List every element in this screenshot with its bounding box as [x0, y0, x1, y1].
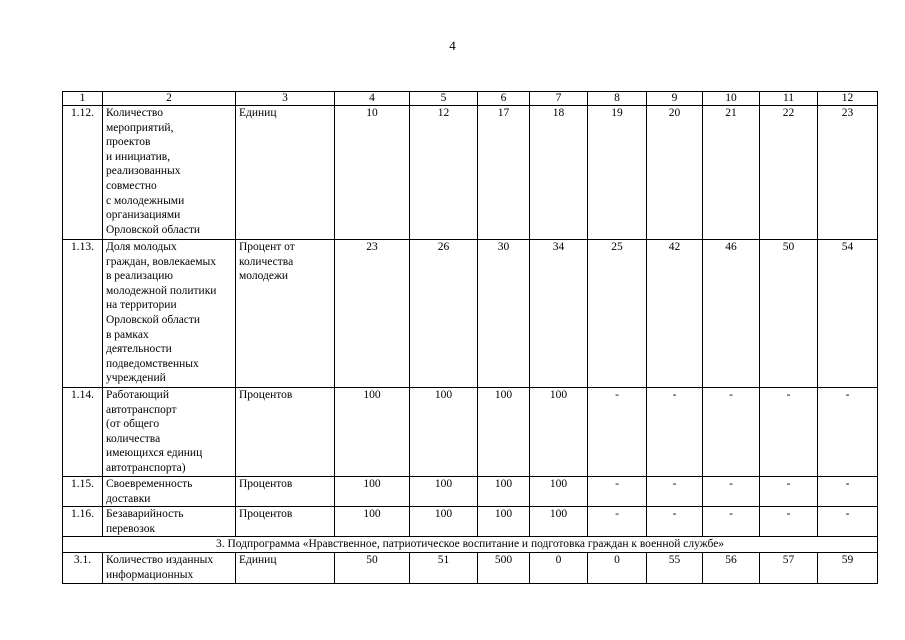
row-id-cell-text: 1.15.: [71, 478, 94, 490]
value-cell-text: 59: [841, 554, 854, 567]
value-cell-text: 100: [494, 508, 513, 521]
value-cell-text: 100: [363, 478, 381, 490]
value-cell-text: 0: [614, 554, 620, 567]
row-id-cell-text: 1.12.: [71, 107, 94, 119]
value-cell-text: 100: [549, 478, 568, 490]
value-cell: [410, 553, 478, 583]
table-body-upper: [63, 106, 878, 537]
value-cell: [818, 240, 878, 388]
row-name-cell: [103, 553, 236, 583]
section-row-group: [63, 537, 878, 553]
value-cell: [647, 240, 703, 388]
row-unit-cell: [236, 507, 335, 537]
value-cell-text: 50: [366, 554, 378, 567]
value-cell-text: 18: [552, 107, 565, 119]
column-header: 9: [647, 92, 703, 106]
value-cell: [478, 388, 530, 477]
value-cell: [335, 106, 410, 240]
value-cell-text: 56: [725, 554, 737, 567]
value-cell: [760, 477, 818, 507]
row-unit-cell-text: Единиц: [239, 554, 277, 567]
value-cell: [478, 240, 530, 388]
value-cell-text: 21: [725, 107, 737, 119]
row-name-cell: [103, 240, 236, 388]
row-name-cell: [103, 507, 236, 537]
row-unit-cell: [236, 106, 335, 240]
value-cell-text: -: [786, 478, 791, 490]
column-header: 8: [588, 92, 647, 106]
value-cell: [478, 477, 530, 507]
value-cell: [530, 106, 588, 240]
value-cell-text: -: [672, 389, 677, 401]
value-cell: [703, 553, 760, 583]
value-cell-text: -: [729, 389, 733, 401]
table-row: [63, 388, 878, 477]
value-cell: [410, 240, 478, 388]
row-name-cell-text: Количество изданных информационных: [106, 554, 214, 581]
value-cell: [588, 240, 647, 388]
value-cell-text: 19: [611, 107, 623, 119]
value-cell: [478, 553, 530, 583]
value-cell: [410, 507, 478, 537]
row-unit-cell-text: Процентов: [239, 389, 293, 401]
value-cell: [818, 106, 878, 240]
value-cell-text: 46: [725, 241, 737, 253]
value-cell: [760, 240, 818, 388]
table-row: [63, 553, 878, 583]
value-cell: [703, 477, 760, 507]
value-cell-text: 100: [434, 508, 453, 521]
value-cell: [530, 240, 588, 388]
value-cell: [703, 507, 760, 537]
value-cell-text: 100: [549, 508, 568, 521]
value-cell: [335, 477, 410, 507]
value-cell-text: 500: [494, 554, 513, 567]
value-cell: [530, 477, 588, 507]
row-name-cell-text: Доля молодых граждан, вовлекаемых в реализацию молодежной политики на территории Орловской области в рамках деятельности подведомственных учреждений: [106, 241, 217, 385]
value-cell-text: 34: [552, 241, 565, 253]
value-cell: [760, 106, 818, 240]
row-name-cell-text: Своевременность доставки: [106, 478, 193, 505]
value-cell: [703, 240, 760, 388]
value-cell: [818, 553, 878, 583]
value-cell: [588, 106, 647, 240]
value-cell-text: -: [615, 508, 619, 521]
value-cell-text: 100: [494, 478, 513, 490]
value-cell-text: 51: [437, 554, 450, 567]
value-cell: [530, 507, 588, 537]
column-header: 2: [103, 92, 236, 106]
value-cell-text: 30: [497, 241, 510, 253]
section-row: [63, 537, 878, 553]
value-cell-text: -: [729, 508, 733, 521]
row-unit-cell: [236, 553, 335, 583]
column-header: 12: [818, 92, 878, 106]
value-cell: [818, 477, 878, 507]
row-name-cell: [103, 477, 236, 507]
row-name-cell-text: Безаварийность перевозок: [106, 508, 184, 535]
page-number: 4: [449, 38, 456, 53]
value-cell: [703, 106, 760, 240]
value-cell: [410, 388, 478, 477]
value-cell-text: 20: [668, 107, 681, 119]
value-cell: [335, 507, 410, 537]
value-cell-text: -: [615, 478, 619, 490]
value-cell-text: -: [729, 478, 733, 490]
row-id-cell-text: 1.13.: [71, 241, 94, 253]
value-cell: [647, 477, 703, 507]
value-cell-text: -: [845, 389, 850, 401]
row-unit-cell: [236, 240, 335, 388]
value-cell: [760, 507, 818, 537]
row-unit-cell: [236, 388, 335, 477]
value-cell: [588, 477, 647, 507]
value-cell-text: 25: [611, 241, 623, 253]
row-id-cell-text: 1.14.: [71, 389, 94, 401]
row-id-cell: [63, 477, 103, 507]
header-row: [63, 92, 878, 106]
column-header: 1: [63, 92, 103, 106]
row-id-cell: [63, 240, 103, 388]
value-cell-text: 100: [434, 389, 453, 401]
value-cell-text: 10: [366, 107, 378, 119]
value-cell: [410, 477, 478, 507]
value-cell-text: 100: [363, 389, 381, 401]
value-cell: [818, 388, 878, 477]
table-body-lower: [63, 553, 878, 583]
value-cell-text: 0: [555, 554, 562, 567]
row-id-cell: [63, 507, 103, 537]
row-unit-cell-text: Процентов: [239, 478, 293, 490]
row-name-cell-text: Работающий автотранспорт (от общего количества имеющихся единиц автотранспорта): [106, 389, 203, 474]
value-cell: [818, 507, 878, 537]
value-cell-text: 100: [549, 389, 568, 401]
value-cell: [530, 388, 588, 477]
row-unit-cell-text: Процентов: [239, 508, 293, 521]
value-cell-text: 17: [497, 107, 510, 119]
value-cell: [335, 240, 410, 388]
row-id-cell: [63, 106, 103, 240]
row-id-cell-text: 3.1.: [73, 554, 92, 567]
value-cell: [703, 388, 760, 477]
row-id-cell: [63, 388, 103, 477]
value-cell-text: 55: [668, 554, 681, 567]
column-header: 6: [478, 92, 530, 106]
value-cell-text: -: [845, 478, 850, 490]
value-cell: [335, 553, 410, 583]
value-cell: [335, 388, 410, 477]
indicators-table: [62, 91, 878, 584]
table-row: [63, 507, 878, 537]
column-header: 3: [236, 92, 335, 106]
value-cell: [647, 388, 703, 477]
row-unit-cell-text: Процент от количества молодежи: [239, 241, 295, 283]
section-title: 3. Подпрограмма «Нравственное, патриотическое воспитание и подготовка граждан к военной службе»: [63, 537, 878, 553]
value-cell-text: -: [845, 508, 850, 521]
value-cell-text: 100: [363, 508, 381, 521]
value-cell-text: 12: [437, 107, 450, 119]
value-cell-text: 57: [782, 554, 795, 567]
column-header: 7: [530, 92, 588, 106]
table-row: [63, 477, 878, 507]
value-cell-text: 100: [494, 389, 513, 401]
value-cell-text: -: [615, 389, 619, 401]
column-header: 5: [410, 92, 478, 106]
value-cell-text: -: [672, 508, 677, 521]
row-name-cell-text: Количество мероприятий, проектов и инициатив, реализованных совместно с молодежными организациями Орловской области: [106, 107, 201, 236]
value-cell-text: 100: [434, 478, 453, 490]
row-id-cell: [63, 553, 103, 583]
value-cell: [647, 553, 703, 583]
value-cell: [588, 507, 647, 537]
column-header: 10: [703, 92, 760, 106]
value-cell-text: 50: [782, 241, 795, 253]
value-cell: [647, 507, 703, 537]
value-cell-text: 26: [437, 241, 450, 253]
value-cell: [410, 106, 478, 240]
value-cell-text: 23: [366, 241, 378, 253]
value-cell-text: -: [786, 389, 791, 401]
value-cell: [647, 106, 703, 240]
value-cell-text: 22: [782, 107, 795, 119]
table-row: [63, 106, 878, 240]
value-cell: [588, 388, 647, 477]
value-cell: [760, 553, 818, 583]
row-unit-cell-text: Единиц: [239, 107, 277, 119]
row-name-cell: [103, 106, 236, 240]
value-cell-text: 23: [841, 107, 854, 119]
value-cell: [478, 507, 530, 537]
value-cell-text: 54: [841, 241, 854, 253]
value-cell-text: 42: [668, 241, 681, 253]
row-name-cell: [103, 388, 236, 477]
value-cell-text: -: [672, 478, 677, 490]
column-header: 4: [335, 92, 410, 106]
table-row: [63, 240, 878, 388]
value-cell-text: -: [786, 508, 791, 521]
row-id-cell-text: 1.16.: [71, 508, 94, 521]
row-unit-cell: [236, 477, 335, 507]
value-cell: [588, 553, 647, 583]
value-cell: [478, 106, 530, 240]
value-cell: [530, 553, 588, 583]
column-header: 11: [760, 92, 818, 106]
value-cell: [760, 388, 818, 477]
